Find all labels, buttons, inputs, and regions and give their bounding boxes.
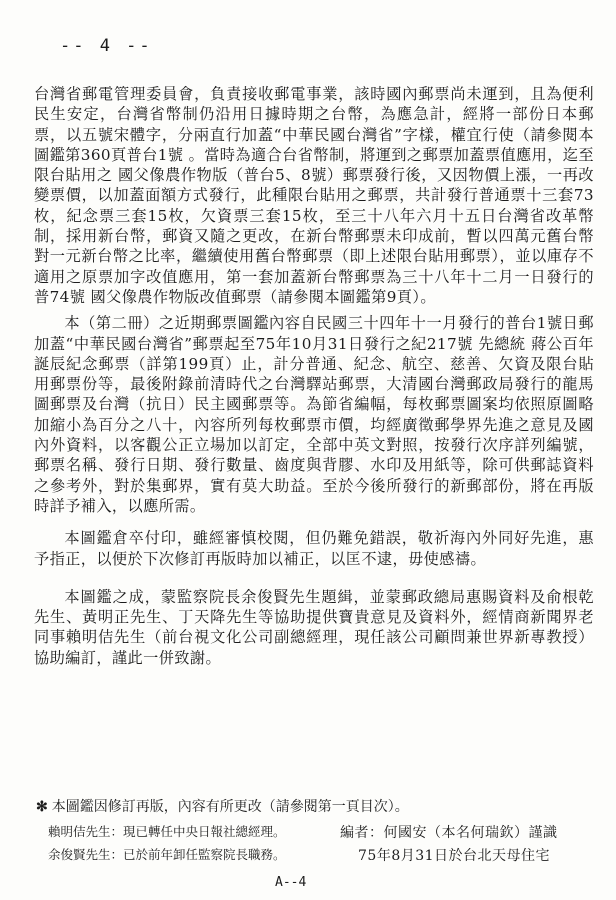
page-number-bottom: A--4 [275, 875, 307, 890]
paragraph-2: 本（第二冊）之近期郵票圖鑑內容自民國三十四年十一月發行的普台1號日郵加蓋“中華民國台灣省”郵票起至75年10月31日發行之紀217號 先總統 蔣公百年誕辰紀念郵票（詳第199頁）止，計分普通、紀念、航空、慈善、欠資及限台貼用郵票份等，最後附錄前清時代之台灣驛站郵票，大清國台灣郵政局發行的龍馬圖郵票及台灣（抗日）民主國郵票等。為節省編幅，每枚郵票圖案均依照原圖略加縮小為百分之八十，內容所列每枚郵票市價，均經廣徵郵學界先進之意見及國內外資料，以客觀公正立場加以訂定，全部中英文對照，按發行次序詳列編號，郵票名稱、發行日期、發行數量、齒度與背膠、水印及用紙等，除可供郵誌資料之參考外，對於集郵界，實有莫大助益。至於今後所發行的新郵部份，將在再版時詳予補入，以應所需。 [34, 314, 594, 515]
page-number-top: -- 4 -- [60, 36, 153, 56]
footnote-1: 賴明佶先生：現已轉任中央日報社總經理。 [48, 824, 286, 839]
footnote-2: 余俊賢先生：已於前年卸任監察院長職務。 [48, 847, 286, 862]
revision-note-text: 本圖鑑因修訂再版，內容有所更改（請參閱第一頁目次）。 [51, 799, 409, 815]
signature-author: 編者：何國安（本名何瑞欽）謹識 [340, 825, 558, 841]
revision-note [36, 797, 596, 817]
paragraph-3: 本圖鑑倉卒付印，雖經審慎校閱，但仍難免錯誤，敬祈海內外同好先進，惠予指正，以便於下次修訂再版時加以補正，以匡不逮，毋使感禱。 [34, 529, 594, 568]
paragraph-4: 本圖鑑之成，蒙監察院長余俊賢先生題緝，並蒙郵政總局惠賜資料及俞根乾先生、黃明正先生、丁天降先生等協助提供寶貴意見及資料外，經情商新聞界老同事賴明佶先生（前台視文化公司副總經理，現任該公司顧問兼世界新專教授）協助編訂，謹此一併致謝。 [34, 587, 594, 667]
signature-date: 75年8月31日於台北天母住宅 [358, 848, 551, 864]
main-text [34, 84, 594, 668]
paragraph-1: 台灣省郵電管理委員會，負責接收郵電事業，該時國內郵票尚未運到，且為便利民生安定，台灣省幣制仍沿用日據時期之台幣，為應急計，經將一部份日本郵票，以五號宋體字，分兩直行加蓋“中華民國台灣省”字樣，權宜行使（請參閱本圖鑑第360頁普台1號 。當時為適合台省幣制，將運到之郵票加蓋票值應用，迄至限台貼用之 國父像農作物版（普台5、8號）郵票發行後，又因物價上漲，一再改變票價，以加蓋面額方式發行，此種限台貼用之郵票，共計發行普通票十三套73枚，紀念票三套15枚，欠資票三套15枚，至三十八年六月十五日台灣省改革幣制，採用新台幣，郵資又隨之更改，在新台幣郵票未印成前，暫以四萬元舊台幣對一元新台幣之比率，繼續使用舊台幣郵票（即上述限台貼用郵票），並以庫存不適用之原票加字改值應用，第一套加蓋新台幣郵票為三十八年十二月一日發行的普74號 國父像農作物版改值郵票（請參閱本圖鑑第9頁）。 [34, 85, 594, 306]
asterisk-icon: ✻ [36, 799, 48, 815]
